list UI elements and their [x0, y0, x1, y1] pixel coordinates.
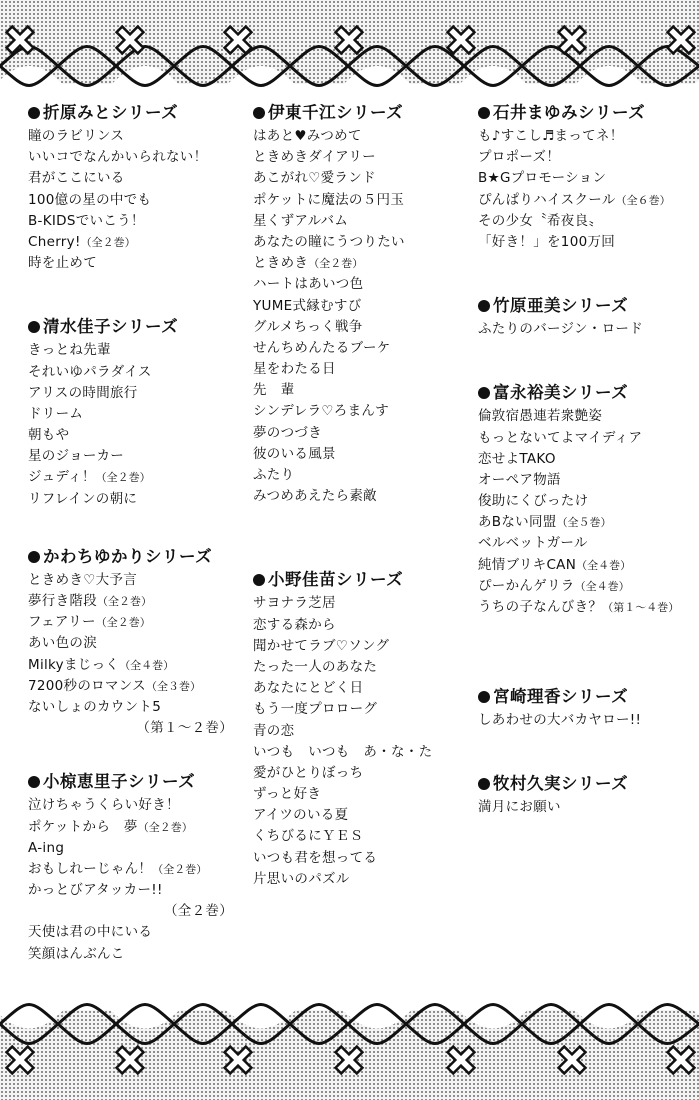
book-title: 朝もや [28, 427, 70, 444]
book-title: 泣けちゃうくらい好き！ [28, 797, 180, 814]
book-title: ときめき♡大予言 [28, 571, 138, 588]
book-title: プロポーズ！ [478, 149, 561, 166]
book-title: 青の恋 [253, 722, 295, 739]
book-title: ベルベットガール [478, 535, 588, 552]
volume-note: （全６巻） [615, 193, 671, 207]
book-title: ないしょのカウント5 [28, 698, 162, 715]
book-title: グルメちっく戦争 [253, 318, 363, 335]
book-title: あなたの瞳にうつりたい [253, 233, 405, 250]
book-title: しあわせの大バカヤロー!! [478, 712, 642, 729]
book-title: B-KIDSでいこう！ [28, 212, 145, 229]
book-title: 片思いのパズル [253, 870, 350, 887]
book-title: 愛がひとりぼっち [253, 764, 364, 781]
book-title: 聞かせてラブ♡ソング [253, 637, 390, 654]
book-title: 夢のつづき [253, 424, 322, 441]
book-title: 天使は君の中にいる [28, 924, 153, 941]
book-title: 恋する森から [253, 616, 336, 633]
series-heading: 宮崎理香シリーズ [478, 684, 693, 710]
book-title: かっとびアタッカー!! [28, 882, 163, 899]
volume-note: （全５巻） [556, 516, 612, 530]
book-title: 満月にお願い [478, 799, 561, 816]
series-section-tominaga [478, 380, 693, 618]
book-title: それいゆパラダイス [28, 363, 152, 380]
book-title: ときめき（全２巻） [253, 255, 364, 272]
column-middle [253, 100, 468, 890]
book-title: 7200秒のロマンス（全３巻） [28, 677, 201, 694]
book-title: ふたり [253, 467, 295, 483]
book-title: あなたにとどく日 [253, 680, 364, 697]
volume-note: （全２巻） [95, 471, 151, 485]
book-title: 星をわたる日 [253, 361, 336, 378]
book-title: Milkyまじっく（全４巻） [28, 656, 175, 673]
book-title: A-ing [28, 839, 65, 856]
book-title: B★Gプロモーション [478, 170, 607, 187]
volume-note: （全４巻） [576, 558, 632, 572]
bullet-icon [28, 776, 40, 788]
volume-note: （全２巻） [80, 235, 136, 249]
volume-note: （全２巻） [137, 820, 193, 834]
book-title: ずっと好き [253, 786, 322, 803]
book-title: たった一人のあなた [253, 658, 378, 675]
book-title: ふたりのバージン・ロード [478, 321, 643, 338]
book-title: 星くずアルバム [253, 212, 349, 229]
book-title: もっとないてよマイディア [478, 429, 643, 446]
volume-note: （全２巻） [152, 862, 208, 876]
book-title: 彼のいる風景 [253, 445, 336, 462]
book-title: ジュディ！（全２巻） [28, 469, 151, 486]
book-title: おもしれーじゃん！（全２巻） [28, 860, 208, 877]
book-title: あい色の涙 [28, 635, 97, 652]
book-title: リフレインの朝に [28, 490, 138, 507]
book-title: 君がここにいる [28, 170, 125, 187]
book-title: うちの子なんびき？（第１～４巻） [478, 599, 680, 615]
bullet-icon [253, 107, 265, 119]
book-title: ポケットから 夢（全２巻） [28, 818, 193, 835]
book-title: あこがれ♡愛ランド [253, 170, 376, 187]
volume-note: （全４巻） [574, 579, 630, 593]
column-left [28, 100, 233, 965]
bullet-icon [478, 300, 490, 312]
book-title: 俊助にくびったけ [478, 493, 589, 510]
book-title: 笑顔はんぶんこ [28, 945, 125, 962]
book-title: 100億の星の中でも [28, 191, 152, 208]
book-title: ハートはあいつ色 [253, 276, 364, 293]
book-title: 純情ブリキCAN（全４巻） [478, 556, 632, 573]
book-title: 倫敦宿愚連若衆艶姿 [478, 408, 603, 425]
book-title: はあと♥みつめて [253, 128, 362, 144]
series-section-takehara [478, 293, 693, 340]
book-title: ドリーム [28, 405, 84, 422]
book-title: いつも君を想ってる [253, 849, 378, 866]
volume-note: （全２巻） [95, 616, 151, 630]
volume-note: （全３巻） [145, 679, 201, 693]
series-heading: 小野佳苗シリーズ [253, 567, 468, 593]
book-title: くちびるにＹＥＳ [253, 828, 364, 845]
book-title: 先 輩 [253, 382, 295, 399]
bullet-icon [28, 551, 40, 563]
series-section-ishii [478, 100, 693, 253]
bottom-border-ornament [0, 990, 699, 1100]
book-title: サヨナラ芝居 [253, 595, 336, 612]
series-section-orihara [28, 100, 233, 274]
series-section-kawachi [28, 544, 233, 740]
volume-note: （全２巻） [164, 903, 233, 920]
book-title: ぴーかんゲリラ（全４巻） [478, 577, 630, 594]
volume-note: （第１～２巻） [136, 720, 233, 737]
series-heading: かわちゆかりシリーズ [28, 544, 233, 570]
series-section-miyazaki [478, 684, 693, 731]
book-title: もう一度プロローグ [253, 701, 378, 718]
series-section-ono [253, 567, 468, 890]
book-title: きっとね先輩 [28, 342, 111, 359]
book-title: も♪すこし♬まってネ！ [478, 128, 624, 144]
bullet-icon [478, 387, 490, 399]
book-title: オーペア物語 [478, 471, 561, 488]
bullet-icon [28, 107, 40, 119]
book-title: ポケットに魔法の５円玉 [253, 191, 405, 208]
book-title: あBない同盟（全５巻） [478, 514, 612, 531]
book-title: 瞳のラビリンス [28, 128, 125, 144]
book-title: フェアリー（全２巻） [28, 614, 151, 631]
bottom-cross-icons [0, 1039, 699, 1081]
book-title: いいコでなんかいられない！ [28, 149, 208, 166]
bullet-icon [28, 321, 40, 333]
book-title: 夢行き階段（全２巻） [28, 593, 152, 609]
series-section-ogura [28, 769, 233, 965]
book-title: 「好き！」を100万回 [478, 233, 616, 250]
book-title: いつも いつも あ・な・た [253, 743, 433, 760]
bullet-icon [478, 778, 490, 790]
book-title: ぴんぱりハイスクール（全６巻） [478, 191, 671, 208]
book-title: YUME式縁むすび [253, 297, 362, 314]
book-title: アイツのいる夏 [253, 807, 349, 824]
series-heading: 牧村久実シリーズ [478, 771, 693, 797]
series-section-makimura [478, 771, 693, 818]
series-heading: 竹原亜美シリーズ [478, 293, 693, 319]
bullet-icon [253, 574, 265, 586]
series-section-shimizu [28, 314, 233, 510]
book-title: アリスの時間旅行 [28, 384, 138, 401]
book-title: その少女〝希夜良〟 [478, 212, 603, 229]
volume-note: （全４巻） [119, 658, 175, 672]
top-border-ornament [0, 0, 699, 95]
bullet-icon [478, 107, 490, 119]
series-heading: 富永裕美シリーズ [478, 380, 693, 406]
book-title: ときめきダイアリー [253, 149, 376, 166]
volume-note: （全２巻） [97, 595, 152, 608]
book-title: シンデレラ♡ろまんす [253, 403, 389, 420]
series-heading: 折原みとシリーズ [28, 100, 233, 126]
column-right [478, 100, 693, 819]
series-heading: 清水佳子シリーズ [28, 314, 233, 340]
series-heading: 石井まゆみシリーズ [478, 100, 693, 126]
volume-note: （全２巻） [308, 257, 364, 271]
series-heading: 小椋恵里子シリーズ [28, 769, 233, 795]
book-title: みつめあえたら素敵 [253, 488, 377, 505]
series-section-ito [253, 100, 468, 507]
series-heading: 伊東千江シリーズ [253, 100, 468, 126]
book-title: 時を止めて [28, 255, 97, 272]
book-title: Cherry!（全２巻） [28, 233, 136, 250]
book-title: せんちめんたるブーケ [253, 339, 391, 356]
book-title: 星のジョーカー [28, 448, 125, 465]
volume-note: （第１～４巻） [602, 601, 680, 614]
bullet-icon [478, 691, 490, 703]
book-title: 恋せよTAKO [478, 450, 556, 467]
